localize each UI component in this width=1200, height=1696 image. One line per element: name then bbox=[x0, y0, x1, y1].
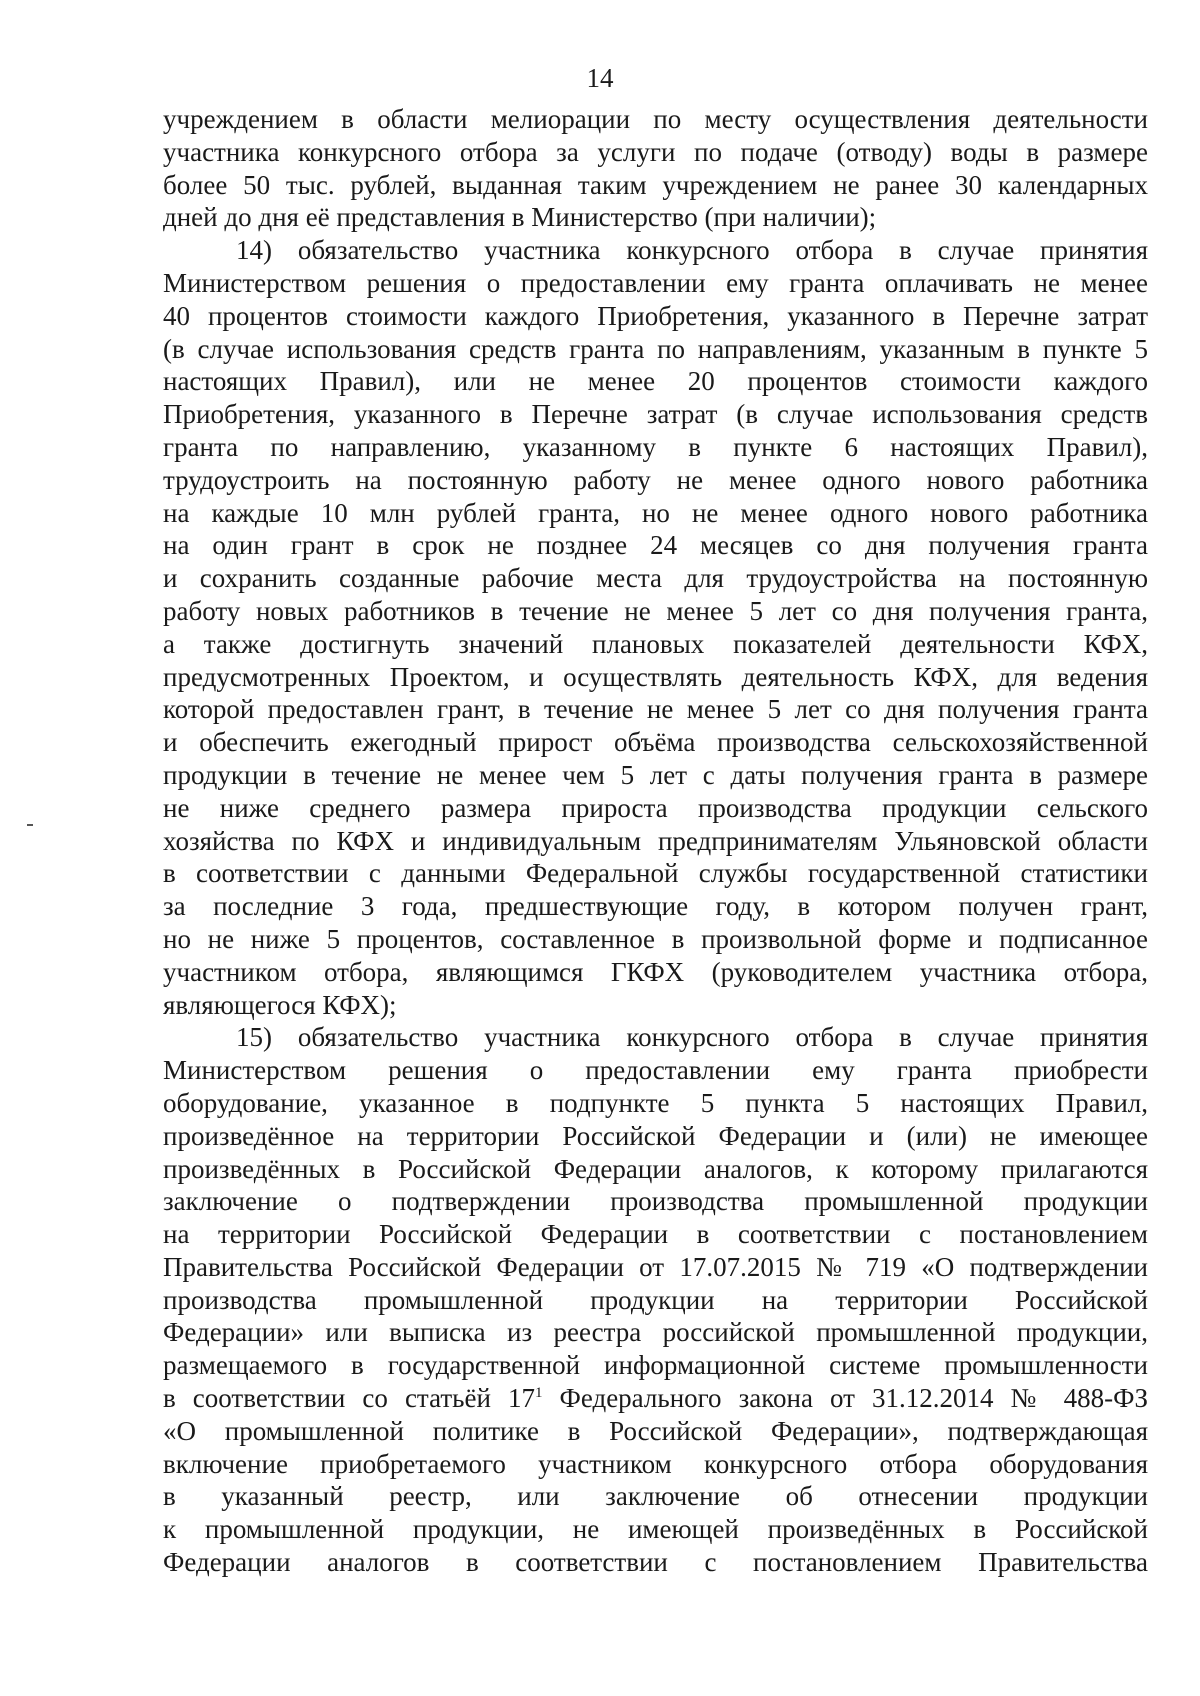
text-line: за последние 3 года, предшествующие году, в котором получен грант, bbox=[163, 891, 1148, 922]
text-line: предусмотренных Проектом, и осуществлять деятельность КФХ, для ведения bbox=[163, 661, 1148, 692]
text-line: учреждением в области мелиорации по месту осуществления деятельности bbox=[163, 104, 1148, 134]
text-line: к промышленной продукции, не имеющей произведённых в Российской bbox=[163, 1514, 1148, 1545]
text-line: настоящих Правил), или не менее 20 процентов стоимости каждого bbox=[163, 366, 1148, 397]
text-line: продукции в течение не менее чем 5 лет с даты получения гранта в размере bbox=[163, 759, 1148, 790]
text-line: являющегося КФХ); bbox=[163, 989, 397, 1020]
paragraph-14-first-line: 14) обязательство участника конкурсного отбора в случае принятия bbox=[236, 235, 1148, 266]
text-line: и сохранить созданные рабочие места для трудоустройства на постоянную bbox=[163, 563, 1148, 594]
text-line: (в случае использования средств гранта по направлениям, указанным в пункте 5 bbox=[163, 333, 1148, 364]
text-line: заключение о подтверждении производства промышленной продукции bbox=[163, 1186, 1148, 1217]
document-body bbox=[163, 103, 1148, 1579]
text-line: на каждые 10 млн рублей гранта, но не менее одного нового работника bbox=[163, 497, 1148, 528]
text-line: производства промышленной продукции на территории Российской bbox=[163, 1284, 1148, 1315]
text-line: в указанный реестр, или заключение об отнесении продукции bbox=[163, 1481, 1148, 1512]
text-line: гранта по направлению, указанному в пункте 6 настоящих Правил), bbox=[163, 431, 1148, 462]
superscript: 1 bbox=[534, 1385, 543, 1402]
text-line: оборудование, указанное в подпункте 5 пункта 5 настоящих Правил, bbox=[163, 1087, 1148, 1118]
line-part: в соответствии со статьёй 17 bbox=[163, 1383, 535, 1414]
text-line: Приобретения, указанного в Перечне затрат (в случае использования средств bbox=[163, 399, 1148, 430]
text-line: Федерации» или выписка из реестра российской промышленной продукции, bbox=[163, 1317, 1148, 1348]
text-line: хозяйства по КФХ и индивидуальным предпринимателям Ульяновской области bbox=[163, 825, 1148, 856]
text-line: работу новых работников в течение не менее 5 лет со дня получения гранта, bbox=[163, 595, 1148, 626]
text-line-with-superscript bbox=[163, 1382, 1148, 1415]
text-line: 40 процентов стоимости каждого Приобретения, указанного в Перечне затрат bbox=[163, 300, 1148, 331]
text-line: «О промышленной политике в Российской Федерации», подтверждающая bbox=[163, 1415, 1148, 1446]
text-line: включение приобретаемого участником конкурсного отбора оборудования bbox=[163, 1448, 1148, 1479]
text-line: более 50 тыс. рублей, выданная таким учреждением не ранее 30 календарных bbox=[163, 169, 1148, 200]
text-line: участника конкурсного отбора за услуги по подаче (отводу) воды в размере bbox=[163, 136, 1148, 167]
text-line: произведённых в Российской Федерации аналогов, к которому прилагаются bbox=[163, 1153, 1148, 1184]
text-line: на территории Российской Федерации в соответствии с постановлением bbox=[163, 1219, 1148, 1250]
text-line: которой предоставлен грант, в течение не менее 5 лет со дня получения гранта bbox=[163, 694, 1148, 725]
text-line: дней до дня её представления в Министерство (при наличии); bbox=[163, 202, 877, 233]
line-part: Федерального закона от 31.12.2014 № 488-ФЗ bbox=[542, 1383, 1148, 1414]
page-number: 14 bbox=[586, 63, 614, 93]
text-line: но не ниже 5 процентов, составленное в произвольной форме и подписанное bbox=[163, 923, 1148, 954]
text-line: произведённое на территории Российской Федерации и (или) не имеющее bbox=[163, 1120, 1148, 1151]
text-line: размещаемого в государственной информационной системе промышленности bbox=[163, 1350, 1148, 1381]
text-line: в соответствии с данными Федеральной службы государственной статистики bbox=[163, 858, 1148, 889]
text-line: на один грант в срок не позднее 24 месяцев со дня получения гранта bbox=[163, 530, 1148, 561]
text-line: Министерством решения о предоставлении ему гранта приобрести bbox=[163, 1055, 1148, 1086]
text-line: трудоустроить на постоянную работу не менее одного нового работника bbox=[163, 464, 1148, 495]
scan-mark bbox=[27, 824, 33, 826]
text-line: и обеспечить ежегодный прирост объёма производства сельскохозяйственной bbox=[163, 727, 1148, 758]
paragraph-15-first-line: 15) обязательство участника конкурсного отбора в случае принятия bbox=[236, 1022, 1148, 1053]
text-line: Федерации аналогов в соответствии с постановлением Правительства bbox=[163, 1547, 1148, 1578]
text-line: Министерством решения о предоставлении ему гранта оплачивать не менее bbox=[163, 267, 1148, 298]
text-line: участником отбора, являющимся ГКФХ (руководителем участника отбора, bbox=[163, 956, 1148, 987]
text-line: Правительства Российской Федерации от 17.07.2015 № 719 «О подтверждении bbox=[163, 1251, 1148, 1282]
text-line: а также достигнуть значений плановых показателей деятельности КФХ, bbox=[163, 628, 1148, 659]
text-line: не ниже среднего размера прироста производства продукции сельского bbox=[163, 792, 1148, 823]
